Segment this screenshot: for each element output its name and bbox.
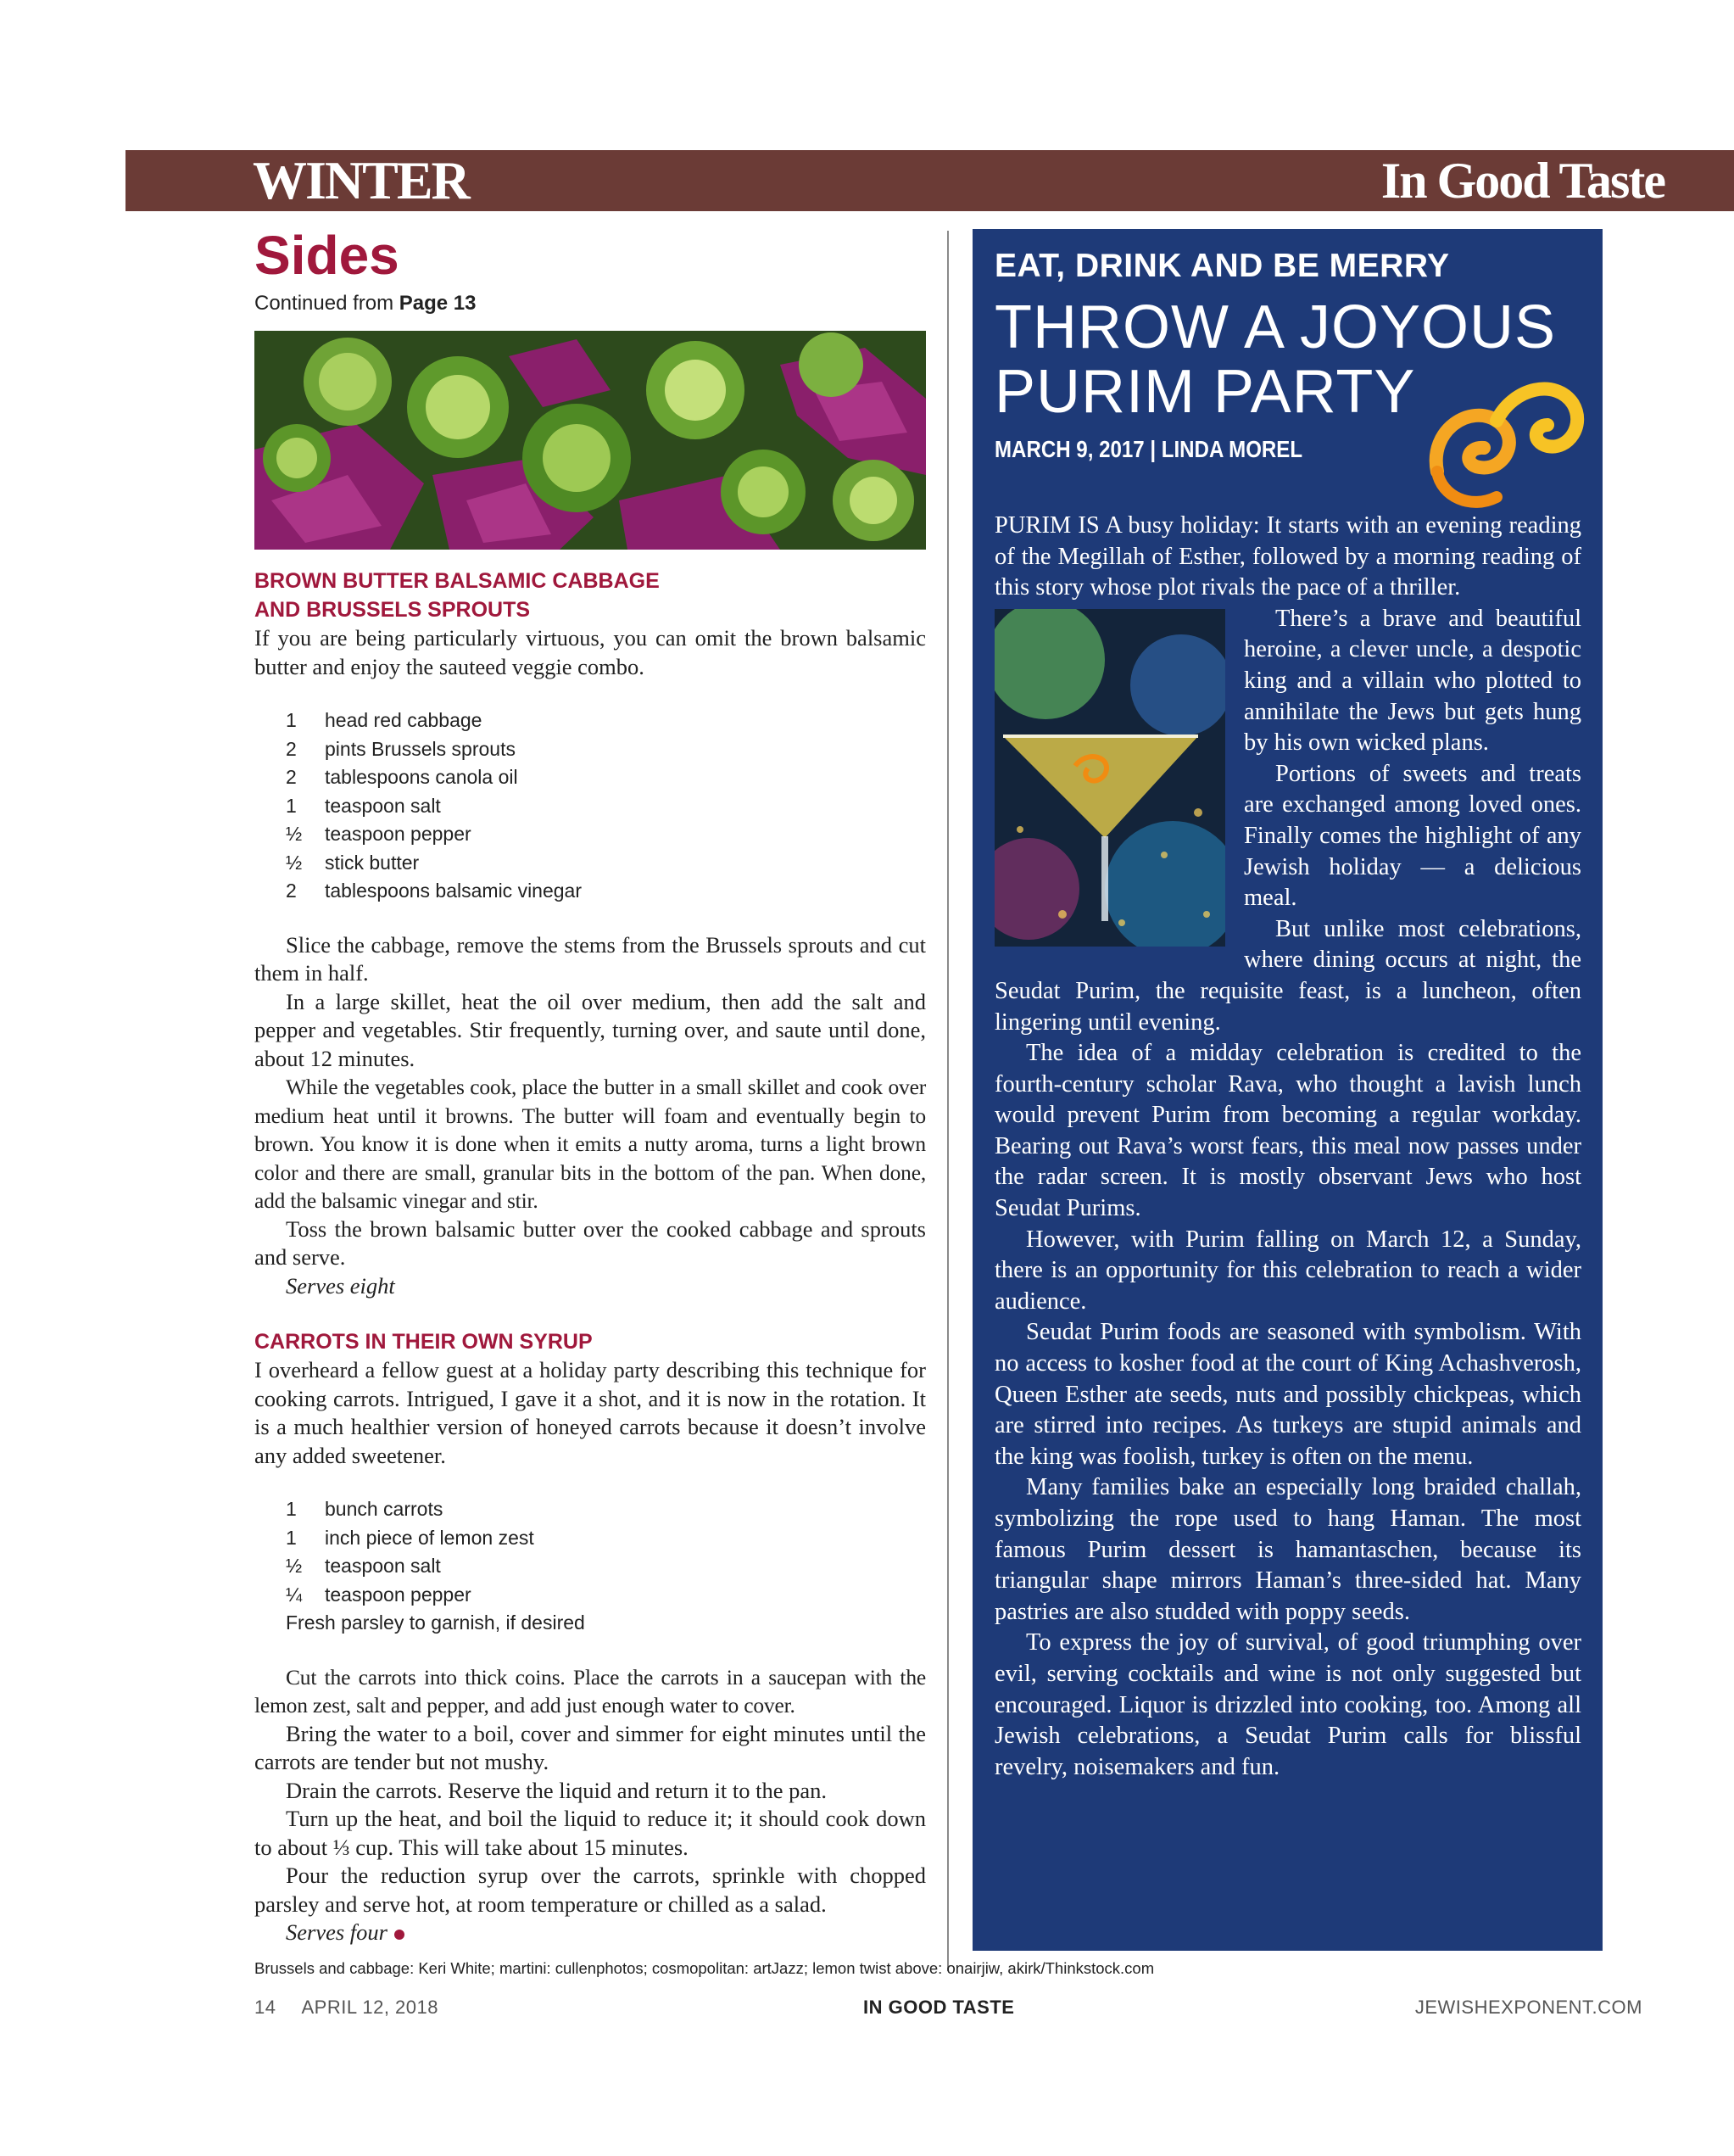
continued-note: Continued from Page 13: [254, 292, 477, 315]
lemon-twist-icon: [1420, 370, 1590, 514]
end-mark-icon: [394, 1930, 404, 1940]
banner-title: In Good Taste: [1380, 153, 1664, 209]
recipe-step: Cut the carrots into thick coins. Place the carrots in a saucepan with the lemon zest, salt and pepper, and add just enough water to cover.: [254, 1664, 926, 1718]
article-lead: PURIM IS A busy holiday: It starts with an evening reading of the Megillah of Esther, followed by a morning reading of this story whose plot rivals the pace of a thriller.: [995, 512, 1581, 601]
column-divider: [947, 231, 949, 1971]
recipe-step: Drain the carrots. Reserve the liquid and return it to the pan.: [286, 1777, 828, 1803]
serves-note: Serves eight: [286, 1272, 395, 1299]
ingredient-item: 2 pints Brussels sprouts: [286, 737, 516, 760]
recipes-column: [254, 222, 926, 1947]
recipe-step: Turn up the heat, and boil the liquid to reduce it; it should cook down to about ⅓ cup. This will take about 15 minutes.: [254, 1806, 926, 1860]
page-title: Sides: [254, 225, 399, 286]
article-paragraph: But unlike most celebrations, where dining occurs at night, the Seudat Purim, the requisite feast, is a luncheon, often lingering until evening.: [995, 915, 1581, 1036]
article-body: [995, 511, 1581, 1783]
article-paragraph: The idea of a midday celebration is credited to the fourth-century scholar Rava, who thought a lavish lunch would prevent Purim from becoming a regular workday. Bearing out Rava’s worst fears, this meal now passes under the radar screen. It is mostly observant Jews who host Seudat Purims.: [995, 1040, 1581, 1222]
ingredient-item: ½ teaspoon salt: [286, 1555, 441, 1577]
ingredient-item: 2 tablespoons balsamic vinegar: [286, 880, 583, 902]
serves-note: Serves four: [254, 1919, 926, 1947]
recipe-step: Pour the reduction syrup over the carrots, sprinkle with chopped parsley and serve hot, at room temperature or chilled as a salad.: [254, 1863, 926, 1917]
recipe-title: BROWN BUTTER BALSAMIC CABBAGE AND BRUSSELS SPROUTS: [254, 569, 660, 622]
article-paragraph: To express the joy of survival, of good triumphing over evil, serving cocktails and wine is not only suggested but encouraged. Liquor is drizzled into cooking, too. Among all Jewish celebrations, a Seudat Purim calls for blissful revelry, noisemakers and fun.: [995, 1629, 1581, 1780]
recipe-step: Slice the cabbage, remove the stems from the Brussels sprouts and cut them in half.: [254, 931, 926, 986]
recipe-intro: I overheard a fellow guest at a holiday party describing this technique for cooking carrots. Intrigued, I gave it a shot, and it is now in the rotation. It is a much healthier version of honeyed carrots because it doesn’t involve any added sweetener.: [254, 1357, 926, 1468]
recipe-step: While the vegetables cook, place the butter in a small skillet and cook over medium heat until it browns. The butter will foam and eventually begin to brown. You know it is done when it emits a nutty aroma, turns a light brown color and there are small, granular bits in the bottom of the pan. When done, add the balsamic vinegar and stir.: [254, 1075, 926, 1213]
recipe-intro: If you are being particularly virtuous, you can omit the brown balsamic butter and enjoy the sauteed veggie combo.: [254, 625, 926, 679]
article-paragraph: Many families bake an especially long braided challah, symbolizing the rope used to hang Haman. The most famous Purim dessert is hamantaschen, because its triangular shape mirrors Haman’s three-sided hat. Many pastries are also studded with poppy seeds.: [995, 1474, 1581, 1625]
recipe-step: In a large skillet, heat the oil over medium, then add the salt and pepper and vegetables. Stir frequently, turning over, and saute until done, about 12 minutes.: [254, 988, 926, 1071]
brussels-cabbage-photo: [254, 331, 926, 550]
banner-season: WINTER: [253, 150, 469, 210]
ingredient-item: 1 teaspoon salt: [286, 794, 441, 817]
ingredient-list: [286, 707, 926, 906]
ingredient-list: [286, 1495, 926, 1638]
ingredient-item: ¼ teaspoon pepper: [286, 1583, 471, 1606]
ingredient-item: ½ teaspoon pepper: [286, 823, 471, 845]
article-byline: MARCH 9, 2017 | LINDA MOREL: [995, 436, 1303, 462]
issue-date: APRIL 12, 2018: [301, 1997, 438, 2018]
martini-photo: [995, 609, 1225, 947]
article-headline: THROW A JOYOUS PURIM PARTY: [995, 293, 1557, 426]
photo-credit: Brussels and cabbage: Keri White; martini: cullenphotos; cosmopolitan: artJazz; lemon twist above: onairjiw, akirk/Thinkstock.com: [254, 1959, 1155, 1977]
garnish-item: Fresh parsley to garnish, if desired: [286, 1611, 585, 1634]
sidebar-article: [973, 229, 1603, 1951]
article-kicker: EAT, DRINK AND BE MERRY: [995, 248, 1450, 284]
ingredient-item: ½ stick butter: [286, 851, 420, 874]
ingredient-item: 1 inch piece of lemon zest: [286, 1526, 534, 1549]
article-paragraph: Seudat Purim foods are seasoned with symbolism. With no access to kosher food at the court of King Achashverosh, Queen Esther ate seeds, nuts and possibly chickpeas, which are stirred into recipes. As turkeys are stupid animals and the king was foolish, turkey is often on the menu.: [995, 1319, 1581, 1470]
footer-section: IN GOOD TASTE: [863, 1997, 1015, 2018]
ingredient-item: 1 bunch carrots: [286, 1498, 443, 1520]
footer-site: JEWISHEXPONENT.COM: [1414, 1997, 1642, 2018]
ingredient-item: 2 tablespoons canola oil: [286, 766, 518, 788]
recipe-step: Toss the brown balsamic butter over the cooked cabbage and sprouts and serve.: [254, 1215, 926, 1270]
section-banner: [125, 150, 1734, 211]
footer-folio: [254, 1997, 464, 2019]
ingredient-item: 1 head red cabbage: [286, 709, 482, 731]
recipe-step: Bring the water to a boil, cover and simmer for eight minutes until the carrots are tender but not mushy.: [254, 1720, 926, 1774]
page-number: 14: [254, 1997, 276, 2018]
recipe-title: CARROTS IN THEIR OWN SYRUP: [254, 1330, 593, 1354]
article-paragraph: However, with Purim falling on March 12, a Sunday, there is an opportunity for this celebration to reach a wider audience.: [995, 1226, 1581, 1315]
article-paragraph: Portions of sweets and treats are exchanged among loved ones. Finally comes the highlight of any Jewish holiday — a delicious meal.: [1244, 760, 1581, 912]
article-paragraph: There’s a brave and beautiful heroine, a clever uncle, a despotic king and a villain who plotted to annihilate the Jews but gets hung by his own wicked plans.: [1244, 605, 1581, 757]
